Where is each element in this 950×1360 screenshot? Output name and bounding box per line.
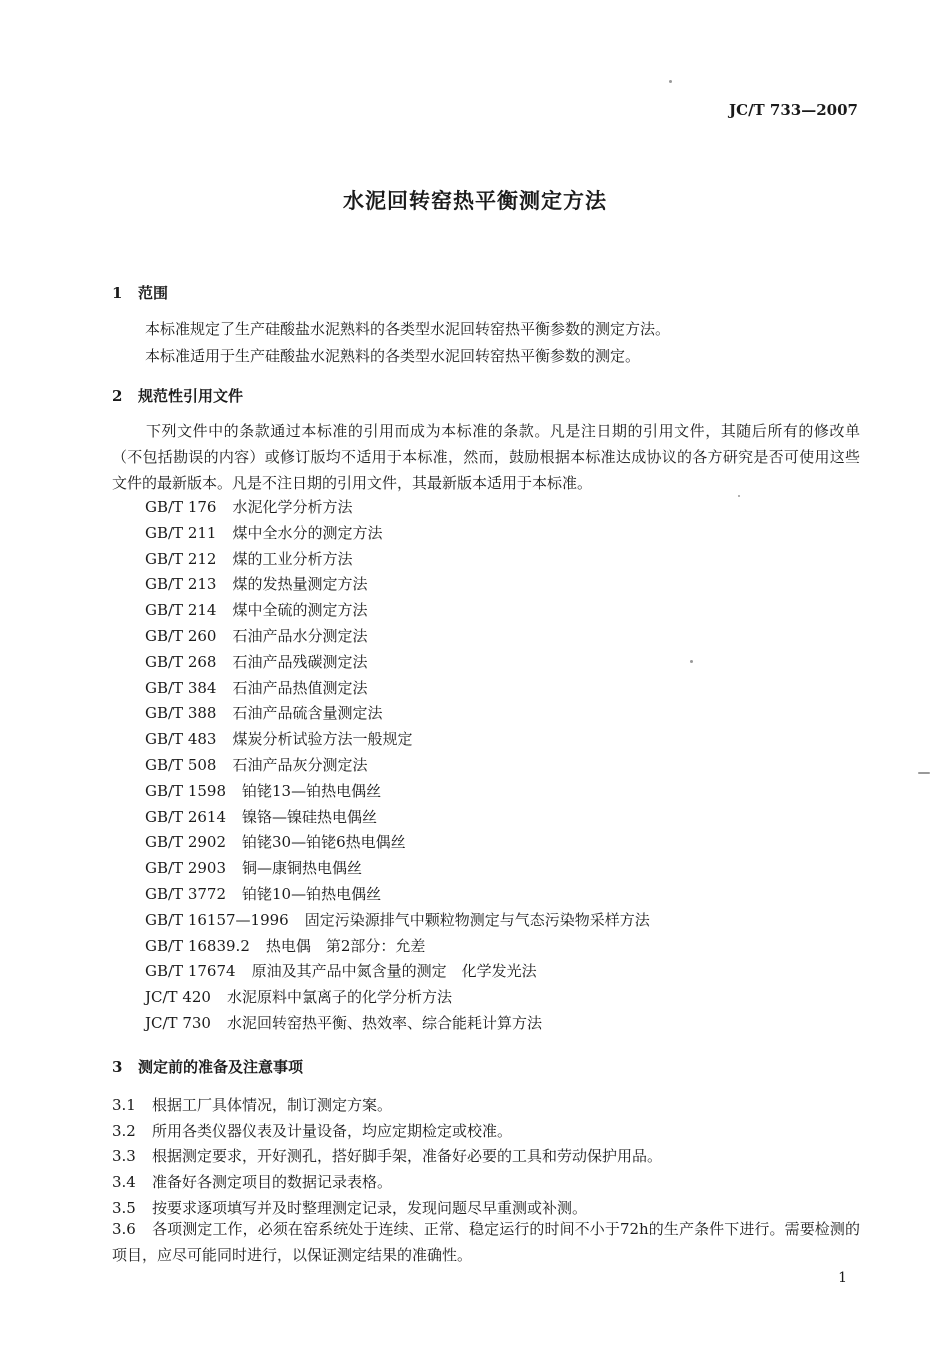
reference-item [145, 701, 650, 727]
section-2-title: 规范性引用文件 [138, 387, 244, 405]
reference-title: 石油产品硫含量测定法 [232, 704, 383, 723]
reference-title: 煤的工业分析方法 [232, 549, 353, 568]
reference-item [145, 805, 650, 831]
scan-speck [669, 80, 672, 83]
reference-title: 镍铬—镍硅热电偶丝 [242, 807, 378, 826]
reference-code: JC/T 730 [145, 1013, 211, 1032]
clause-text: 按要求逐项填写并及时整理测定记录，发现问题尽早重测或补测。 [152, 1199, 588, 1217]
section-2-intro-paragraph: 下列文件中的条款通过本标准的引用而成为本标准的条款。凡是注日期的引用文件，其随后所有的修改单（不包括勘误的内容）或修订版均不适用于本标准，然而，鼓励根据本标准达成协议的各方研究是否可使用这些文件的最新版本。凡是不注日期的引用文件，其最新版本适用于本标准。 [112, 422, 860, 492]
section-1-heading [112, 282, 168, 303]
reference-item [145, 650, 650, 676]
reference-code: GB/T 1598 [145, 781, 227, 800]
reference-code: GB/T 268 [145, 652, 217, 671]
reference-code: GB/T 214 [145, 601, 217, 620]
reference-title: 铂铑13—铂热电偶丝 [242, 781, 382, 800]
reference-item [145, 856, 650, 882]
scan-speck [690, 660, 693, 663]
clause-3-4 [112, 1171, 392, 1192]
reference-title: 水泥回转窑热平衡、热效率、综合能耗计算方法 [226, 1013, 542, 1032]
document-number: JC/T 733—2007 [729, 101, 858, 119]
reference-item [145, 495, 650, 521]
clause-number: 3.4 [112, 1173, 136, 1191]
clause-number: 3.6 [112, 1220, 136, 1238]
reference-title: 石油产品热值测定法 [232, 678, 368, 697]
clause-text: 所用各类仪器仪表及计量设备，均应定期检定或校准。 [152, 1122, 513, 1140]
reference-code: GB/T 483 [145, 730, 217, 749]
reference-title: 煤炭分析试验方法一般规定 [232, 730, 413, 749]
clause-3-3 [112, 1145, 662, 1166]
reference-title: 原油及其产品中氮含量的测定 化学发光法 [251, 962, 537, 981]
clause-3-5 [112, 1197, 587, 1218]
reference-code: GB/T 2614 [145, 807, 227, 826]
clause-text: 根据测定要求，开好测孔，搭好脚手架，准备好必要的工具和劳动保护用品。 [152, 1147, 663, 1165]
section-1-number: 1 [112, 284, 123, 302]
reference-title: 煤的发热量测定方法 [232, 575, 368, 594]
page-title: 水泥回转窑热平衡测定方法 [343, 188, 607, 213]
reference-title: 煤中全水分的测定方法 [232, 523, 383, 542]
reference-code: GB/T 2903 [145, 859, 227, 878]
clause-text: 准备好各测定项目的数据记录表格。 [152, 1173, 393, 1191]
reference-title: 石油产品残碳测定法 [232, 652, 368, 671]
section-1-line-2: 本标准适用于生产硅酸盐水泥熟料的各类型水泥回转窑热平衡参数的测定。 [145, 347, 641, 365]
reference-item [145, 934, 650, 960]
reference-title: 水泥原料中氯离子的化学分析方法 [226, 988, 452, 1007]
reference-item [145, 908, 650, 934]
clause-number: 3.5 [112, 1199, 136, 1217]
reference-title: 水泥化学分析方法 [232, 498, 353, 516]
reference-code: GB/T 17674 [145, 962, 236, 981]
reference-item [145, 753, 650, 779]
reference-item [145, 521, 650, 547]
reference-item [145, 830, 650, 856]
reference-code: GB/T 384 [145, 678, 217, 697]
reference-item [145, 779, 650, 805]
reference-code: GB/T 3772 [145, 884, 227, 903]
reference-title: 铂铑30—铂铑6热电偶丝 [242, 833, 406, 852]
clause-text: 根据工厂具体情况，制订测定方案。 [152, 1096, 393, 1114]
scan-mark [918, 772, 930, 774]
reference-title: 石油产品水分测定法 [232, 626, 368, 645]
clause-text: 各项测定工作，必须在窑系统处于连续、正常、稳定运行的时间不小于72h的生产条件下进行。需要检测的项目，应尽可能同时进行，以保证测定结果的准确性。 [112, 1220, 860, 1264]
reference-item [145, 598, 650, 624]
clause-3-1 [112, 1094, 392, 1115]
reference-code: GB/T 388 [145, 704, 217, 723]
section-1-title: 范围 [138, 284, 169, 302]
reference-item [145, 572, 650, 598]
reference-code: GB/T 508 [145, 755, 217, 774]
reference-code: GB/T 211 [145, 523, 217, 542]
reference-title: 煤中全硫的测定方法 [232, 601, 368, 620]
reference-item [145, 1011, 650, 1037]
reference-code: GB/T 213 [145, 575, 217, 594]
reference-title: 铜—康铜热电偶丝 [242, 859, 363, 878]
reference-item [145, 882, 650, 908]
section-2-heading [112, 385, 243, 406]
section-2-number: 2 [112, 387, 123, 405]
reference-code: JC/T 420 [145, 988, 211, 1007]
section-3-number: 3 [112, 1058, 123, 1076]
section-1-line-1: 本标准规定了生产硅酸盐水泥熟料的各类型水泥回转窑热平衡参数的测定方法。 [145, 320, 671, 338]
reference-item [145, 727, 650, 753]
reference-title: 铂铑10—铂热电偶丝 [242, 884, 382, 903]
reference-item [145, 624, 650, 650]
clause-number: 3.2 [112, 1122, 136, 1140]
reference-code: GB/T 212 [145, 549, 217, 568]
reference-code: GB/T 16157—1996 [145, 910, 289, 929]
scan-speck [738, 495, 740, 497]
clause-number: 3.3 [112, 1147, 136, 1165]
reference-item [145, 985, 650, 1011]
reference-title: 固定污染源排气中颗粒物测定与气态污染物采样方法 [304, 910, 650, 929]
reference-title: 热电偶 第2部分：允差 [265, 936, 426, 955]
reference-code: GB/T 260 [145, 626, 217, 645]
page-number: 1 [838, 1270, 847, 1286]
normative-reference-list [145, 495, 650, 1037]
clause-3-2 [112, 1120, 512, 1141]
section-3-heading [112, 1056, 303, 1077]
clause-3-6 [112, 1216, 860, 1268]
reference-title: 石油产品灰分测定法 [232, 755, 368, 774]
clause-number: 3.1 [112, 1096, 136, 1114]
reference-code: GB/T 2902 [145, 833, 227, 852]
reference-code: GB/T 176 [145, 498, 217, 516]
reference-code: GB/T 16839.2 [145, 936, 250, 955]
reference-item [145, 676, 650, 702]
reference-item [145, 547, 650, 573]
section-3-title: 测定前的准备及注意事项 [138, 1058, 304, 1076]
reference-item [145, 959, 650, 985]
